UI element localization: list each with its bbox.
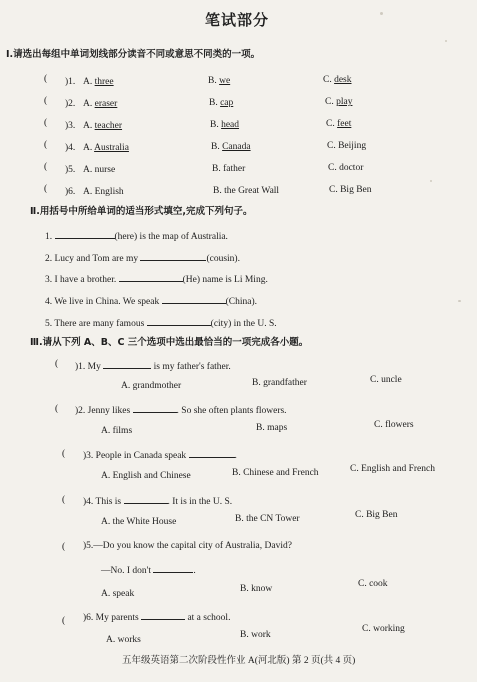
option-c: C. Beijing [327, 141, 367, 151]
paper-speck [380, 12, 383, 15]
answer-paren: ( [62, 616, 66, 626]
option-b: B. head [210, 120, 240, 130]
answer-paren: ( [44, 184, 48, 194]
answer-blank[interactable] [153, 563, 193, 573]
option-a: A. English [83, 187, 124, 197]
option-a: A. grandmother [121, 381, 182, 391]
option-a: A. films [101, 426, 133, 436]
option-c: C. Big Ben [329, 185, 372, 195]
answer-paren: ( [55, 359, 59, 369]
option-c: C. working [362, 624, 405, 634]
option-a: A. eraser [83, 99, 118, 109]
question-stem-line2: —No. I don't . [101, 563, 196, 577]
answer-blank[interactable] [103, 359, 151, 369]
question-number: )6. [65, 187, 76, 197]
option-b: B. Chinese and French [232, 468, 319, 478]
option-a: A. the White House [101, 517, 177, 527]
answer-paren: ( [44, 140, 48, 150]
option-a: A. nurse [83, 165, 116, 175]
option-c: C. uncle [370, 375, 402, 385]
question-number: )4. [65, 143, 76, 153]
answer-blank[interactable] [133, 403, 177, 413]
option-b: B. grandfather [252, 378, 307, 388]
answer-blank[interactable] [140, 251, 206, 261]
option-c: C. doctor [328, 163, 364, 173]
question-stem: )4. This is . It is in the U. S. [83, 494, 232, 508]
section-1-heading: Ⅰ.请选出每组中单词划线部分读音不同或意思不同类的一项。 [6, 49, 261, 60]
question-stem: )2. Jenny likes . So she often plants flowers. [75, 403, 287, 417]
answer-paren: ( [44, 96, 48, 106]
answer-blank[interactable] [162, 294, 226, 304]
fill-item: 5. There are many famous (city) in the U. S. [45, 316, 277, 330]
page-footer: 五年级英语第二次阶段性作业 A(河北版) 第 2 页(共 4 页) [122, 656, 356, 666]
option-a: A. three [83, 77, 114, 87]
answer-blank[interactable] [189, 448, 235, 458]
question-stem: )6. My parents at a school. [83, 610, 230, 624]
answer-paren: ( [44, 162, 48, 172]
option-b: B. father [212, 164, 246, 174]
answer-blank[interactable] [141, 610, 185, 620]
option-b: B. the Great Wall [213, 186, 280, 196]
option-c: C. cook [358, 579, 388, 589]
answer-paren: ( [62, 542, 66, 552]
fill-item: 4. We live in China. We speak (China). [45, 294, 257, 308]
answer-paren: ( [44, 74, 48, 84]
answer-paren: ( [62, 495, 66, 505]
paper-speck [445, 40, 447, 42]
question-stem: )3. People in Canada speak . [83, 448, 237, 462]
option-a: A. Australia [83, 143, 129, 153]
question-stem: )5.—Do you know the capital city of Australia, David? [83, 541, 292, 551]
question-stem: )1. My is my father's father. [75, 359, 231, 373]
option-c: C. feet [326, 119, 352, 129]
section-3-heading: Ⅲ.请从下列 A、B、C 三个选项中选出最恰当的一项完成各小题。 [30, 337, 309, 348]
option-a: A. teacher [83, 121, 123, 131]
option-b: B. the CN Tower [235, 514, 300, 524]
answer-paren: ( [62, 449, 66, 459]
fill-item: 3. I have a brother. (He) name is Li Ming. [45, 272, 268, 286]
page-title: 笔试部分 [205, 11, 270, 29]
option-c: C. play [325, 97, 353, 107]
option-b: B. cap [209, 98, 234, 108]
paper-speck [458, 300, 461, 302]
option-c: C. desk [323, 75, 352, 85]
option-b: B. know [240, 584, 273, 594]
option-b: B. work [240, 630, 271, 640]
option-a: A. speak [101, 589, 135, 599]
question-number: )3. [65, 121, 76, 131]
option-a: A. works [106, 635, 141, 645]
question-number: )5. [65, 165, 76, 175]
answer-blank[interactable] [119, 272, 183, 282]
answer-paren: ( [55, 404, 59, 414]
answer-blank[interactable] [124, 494, 168, 504]
section-2-heading: Ⅱ.用括号中所给单词的适当形式填空,完成下列句子。 [30, 206, 253, 217]
option-c: C. English and French [350, 464, 435, 474]
answer-blank[interactable] [147, 316, 211, 326]
option-a: A. English and Chinese [101, 471, 191, 481]
fill-item: 2. Lucy and Tom are my (cousin). [45, 251, 240, 265]
option-b: B. we [208, 76, 231, 86]
question-number: )1. [65, 77, 76, 87]
fill-item: 1. (here) is the map of Australia. [45, 229, 228, 243]
option-c: C. Big Ben [355, 510, 398, 520]
paper-speck [430, 180, 432, 182]
answer-paren: ( [44, 118, 48, 128]
option-c: C. flowers [374, 420, 414, 430]
question-number: )2. [65, 99, 76, 109]
option-b: B. maps [256, 423, 288, 433]
option-b: B. Canada [211, 142, 251, 152]
answer-blank[interactable] [55, 229, 115, 239]
